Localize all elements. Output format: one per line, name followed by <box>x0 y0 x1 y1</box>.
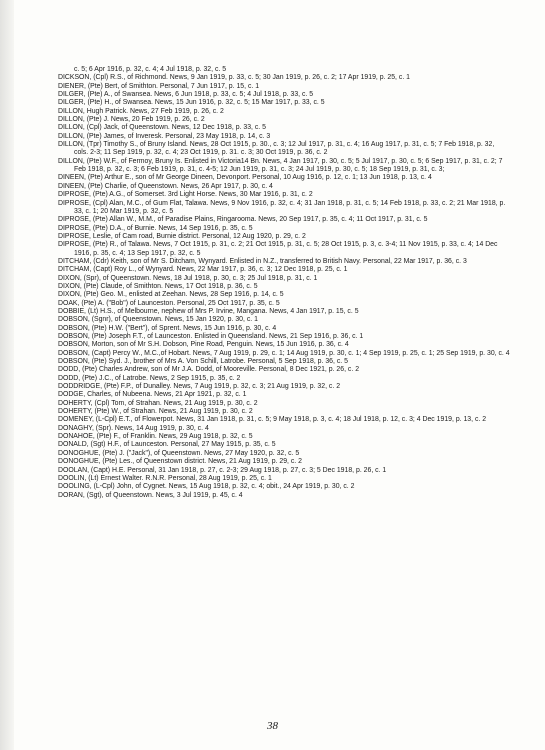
index-entry: DILLON, (Pte) James, of Inveresk. Personal, 23 May 1918, p. 14, c. 3 <box>58 132 271 140</box>
index-entry: DIPROSE, (Pte) Allan W., M.M., of Paradise Plains, Ringarooma. News, 20 Sep 1917, p. 35, c. 4; 11 Oct 1917, p. 31, c. 5 <box>58 216 428 224</box>
index-entry: DITCHAM, (Cdr) Keith, son of Mr S. Ditcham, Wynyard. Enlisted in N.Z., transferred to British Navy. Personal, 22 Mar 1917, p. 36, c. 3 <box>58 257 467 265</box>
index-entry: DILLON, (Pte) W.F., of Fermoy, Bruny Is. Enlisted in Victoria14 Bn. News, 4 Jan 1917, p. 30, c. 5; 5 Jul 1917, p. 30, c. 5; 6 Sep 1917, p. 31, c. 2; 7 Feb 1918, p. 32, c. 3; 6 Feb 1919, p. 31, c. 4-5; 12 Jun 1919, p. 31, c. 3; 24 Jul 1919, p. 30, c. 5; 18 Sep 1919, p. 31, c. 3; <box>58 157 503 174</box>
index-entry: DINEEN, (Pte) Arthur E., son of Mr George Dineen, Devonport. Personal, 10 Aug 1916, p. 12, c. 1; 13 Jun 1918, p. 13, c. 4 <box>58 174 432 182</box>
index-entry: DONAHOE, (Pte) F., of Franklin. News, 29 Aug 1918, p. 32, c. 5 <box>58 433 253 441</box>
index-entry: DONAGHY, (Spr). News, 14 Aug 1919, p. 30, c. 4 <box>58 424 209 432</box>
index-entry: DOAK, (Pte) A. ("Bob") of Launceston. Personal, 25 Oct 1917, p. 35, c. 5 <box>58 299 280 307</box>
index-entry: DIPROSE, Leslie, of Cam road, Burnie district. Personal, 12 Aug 1920, p. 29, c. 2 <box>58 232 306 240</box>
index-entry: DOBSON, (Pte) H.W. ("Bert"), of Sprent. News, 15 Jun 1916, p. 30, c. 4 <box>58 324 277 332</box>
index-entry: DIPROSE, (Pte) R., of Talawa. News, 7 Oct 1915, p. 31, c. 2; 21 Oct 1915, p. 31, c. 5; 28 Oct 1915, p. 3, c. 3-4; 11 Nov 1915, p. 33, c. 4; 14 Dec 1916, p. 35, c. 4; 13 Sep 1917, p. 32, c. 5 <box>58 241 498 257</box>
index-entry: DOHERTY, (Pte) W., of Strahan. News, 21 Aug 1919, p. 30, c. 2 <box>58 408 253 416</box>
index-entry: DOBBIE, (Lt) H.S., of Melbourne, nephew of Mrs P. Irvine, Mangana. News, 4 Jan 1917, p. 15, c. 5 <box>58 307 359 315</box>
index-entry: DOBSON, (Capt) Percy W., M.C.,of Hobart. News, 7 Aug 1919, p. 29, c. 1; 14 Aug 1919, p. 30, c. 1; 4 Sep 1919, p. 25, c. 1; 25 Sep 1919, p. 30, c. 4 <box>58 349 510 357</box>
index-entry: DOBSON, Morton, son of Mr S.H. Dobson, Pine Road, Penguin. News, 15 Jun 1916, p. 36, c. 4 <box>58 341 349 349</box>
index-entry: DILLON, (Pte) J. News, 20 Feb 1919, p. 26, c. 2 <box>58 116 205 124</box>
index-entries <box>58 66 510 500</box>
index-entry: DONOGHUE, (Pte) Les., of Queenstown district. News, 21 Aug 1919, p. 29, c. 2 <box>58 458 302 466</box>
index-entry: DORAN, (Sgt), of Queenstown. News, 3 Jul 1919, p. 45, c. 4 <box>58 491 243 499</box>
index-entry: DOOLING, (L-Cpl) John, of Cygnet. News, 15 Aug 1918, p. 32, c. 4; obit., 24 Apr 1919, p. 30, c. 2 <box>58 483 355 491</box>
index-entry: DILGER, (Pte) A., of Swansea. News, 6 Jun 1918, p. 33, c. 5; 4 Jul 1918, p. 33, c. 5 <box>58 91 314 99</box>
index-entry: DILGER, (Pte) H., of Swansea. News, 15 Jun 1916, p. 32, c. 5; 15 Mar 1917, p. 33, c. 5 <box>58 99 325 107</box>
page-number: 38 <box>267 720 278 732</box>
index-entry: DIPROSE, (Pte) A.G., of Somerset. 3rd Light Horse. News, 30 Mar 1916, p. 31, c. 2 <box>58 191 313 199</box>
index-entry: DINEEN, (Pte) Charlie, of Queenstown. News, 26 Apr 1917, p. 30, c. 4 <box>58 182 273 190</box>
index-entry: DILLON, (Cpl) Jack, of Queenstown. News, 12 Dec 1918, p. 33, c. 5 <box>58 124 266 132</box>
index-entry: DOOLIN, (Lt) Ernest Walter. R.N.R. Personal, 28 Aug 1919, p. 25, c. 1 <box>58 474 272 482</box>
index-entry: DODDRIDGE, (Pte) F.P., of Dunalley. News, 7 Aug 1919, p. 32, c. 3; 21 Aug 1919, p. 32, c. 2 <box>58 383 341 391</box>
index-entry: DOBSON, (Pte) Syd. J., brother of Mrs A. Von Schill, Latrobe. Personal, 5 Sep 1918, p. 36, c. 5 <box>58 358 348 366</box>
index-entry: DITCHAM, (Capt) Roy L., of Wynyard. News, 22 Mar 1917, p. 36, c. 3; 12 Dec 1918, p. 25, c. 1 <box>58 266 348 274</box>
index-entry: DONALD, (Sgt) H.F., of Launceston. Personal, 27 May 1915, p. 35, c. 5 <box>58 441 276 449</box>
index-entry: DONOGHUE, (Pte) J. ("Jack"), of Queenstown. News, 27 May 1920, p. 32, c. 5 <box>58 449 300 457</box>
index-entry: DIPROSE, (Cpl) Alan, M.C., of Gum Flat, Talawa. News, 9 Nov 1916, p. 32, c. 4; 31 Jan 1918, p. 31, c. 5; 14 Feb 1918, p. 33, c. 2; 21 Mar 1918, p. 33, c. 1; 20 Mar 1919, p. 32, c. 5 <box>58 199 506 215</box>
index-entry: DOOLAN, (Capt) H.E. Personal, 31 Jan 1918, p. 27, c. 2-3; 29 Aug 1918, p. 27, c. 3; 5 Dec 1918, p. 26, c. 1 <box>58 466 387 474</box>
index-entry: DOHERTY, (Cpl) Tom, of Strahan. News, 21 Aug 1919, p. 30, c. 2 <box>58 399 258 407</box>
index-entry: DODD, (Pte) J.C., of Latrobe. News, 2 Sep 1915, p. 35, c. 2 <box>58 374 241 382</box>
scan-edge <box>0 0 14 750</box>
index-entry: DIXON, (Spr), of Queenstown. News, 18 Jul 1918, p. 30, c. 3; 25 Jul 1918, p. 31, c. 1 <box>58 274 318 282</box>
index-entry: DODD, (Pte) Charles Andrew, son of Mr J.A. Dodd, of Mooreville. Personal, 8 Dec 1921, p. 26, c. 2 <box>58 366 360 374</box>
index-entry: DIENER, (Pte) Bert, of Smithton. Personal, 7 Jun 1917, p. 15, c. 1 <box>58 82 260 90</box>
index-entry: DICKSON, (Cpl) R.S., of Richmond. News, 9 Jan 1919, p. 33, c. 5; 30 Jan 1919, p. 26, c. 2; 17 Apr 1919, p. 25, c. 1 <box>58 74 410 82</box>
index-entry: DODGE, Charles, of Nubeena. News, 21 Apr 1921, p. 32, c. 1 <box>58 391 247 399</box>
index-entry: DIXON, (Pte) Geo. M., enlisted at Zeehan. News, 28 Sep 1916, p. 14, c. 5 <box>58 291 284 299</box>
index-entry: DOBSON, (Sgnr), of Queenstown. News, 15 Jan 1920, p. 30, c. 1 <box>58 316 258 324</box>
index-entry: DILLON, Hugh Patrick. News, 27 Feb 1919, p. 26, c. 2 <box>58 107 224 115</box>
index-entry: DOBSON, (Pte) Joseph F.T., of Launceston. Enlisted in Queensland. News, 21 Sep 1916, p. 36, c. 1 <box>58 333 364 340</box>
index-entry: DOMENEY, (L-Cpl) E.T., of Flowerpot. News, 31 Jan 1918, p. 31, c. 5; 9 May 1918, p. 3, c. 4; 18 Jul 1918, p. 12, c. 3; 4 Dec 1919, p. 13, c. 2 <box>58 416 487 424</box>
index-entry: DIPROSE, (Pte) D.A., of Burnie. News, 14 Sep 1916, p. 35, c. 5 <box>58 224 253 232</box>
index-entry: DILLON, (Tpr) Timothy S., of Bruny Island. News, 28 Oct 1915, p. 30., c. 3; 12 Jul 1917, p. 31, c. 4; 16 Aug 1917, p. 31, c. 5; 7 Feb 1918, p. 32, cols. 2-3; 11 Sep 1919, p. 32, c. 4; 23 Oct 1919, p. 31. c. 3; 30 Oct 1919, p. 36, c. 2 <box>58 141 495 157</box>
index-entry: c. 5; 6 Apr 1916, p. 32, c. 4; 4 Jul 1918, p. 32, c. 5 <box>74 66 227 73</box>
index-entry: DIXON, (Pte) Claude, of Smithton. News, 17 Oct 1918, p. 36, c. 5 <box>58 282 258 290</box>
